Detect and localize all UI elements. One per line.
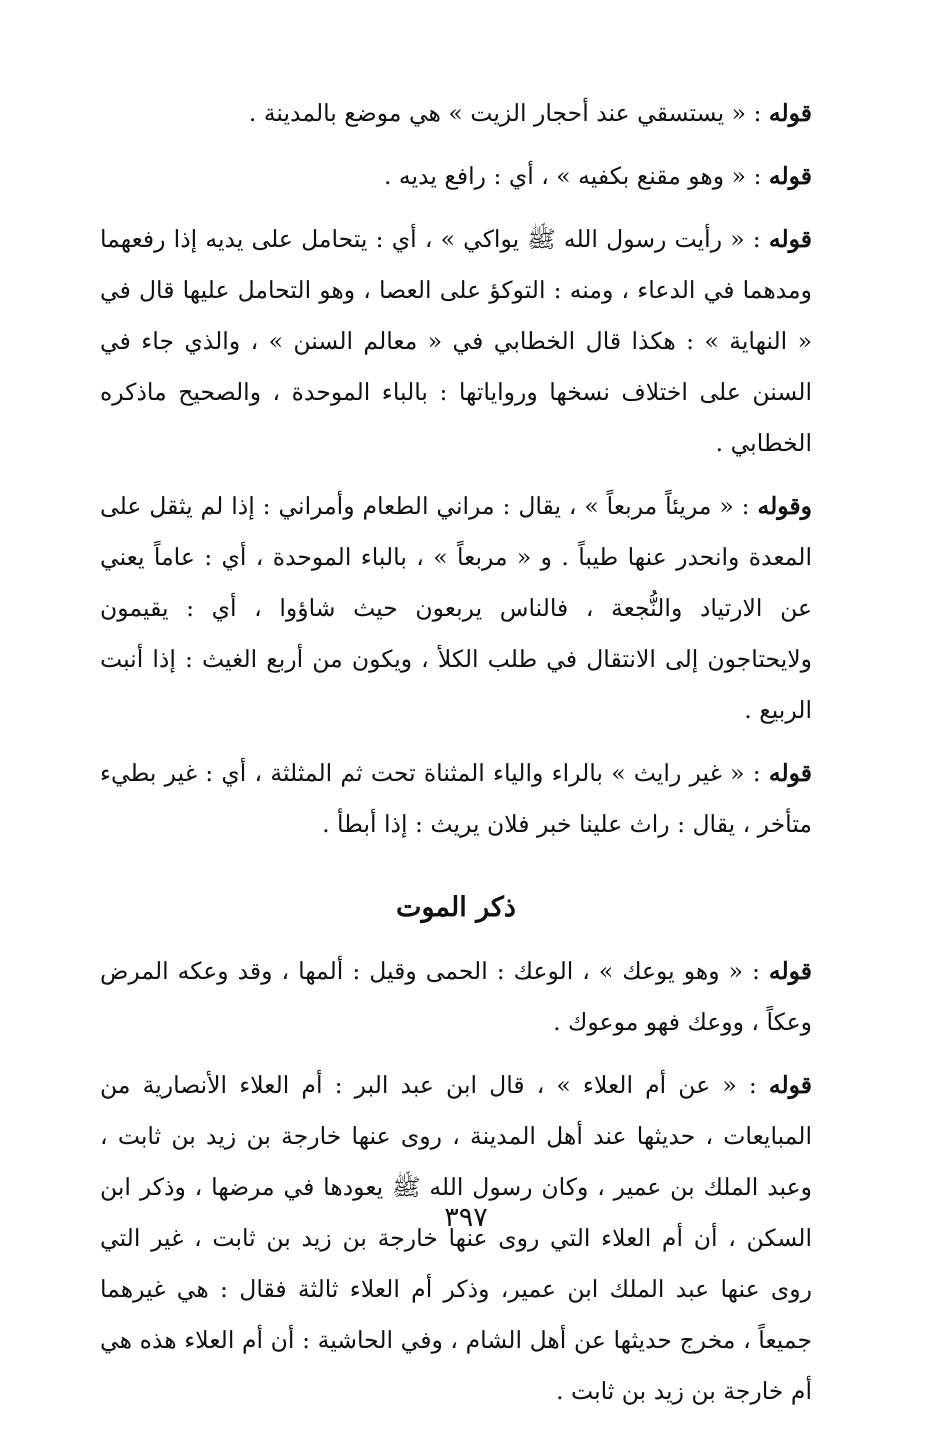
- paragraph-text: : « رأيت رسول الله ﷺ يواكي » ، أي : يتحامل على يديه إذا رفعهما ومدهما في الدعاء ، ومنه : التوكؤ على العصا ، وهو التحامل عليها قال في « النهاية » : هكذا قال الخطابي في « معالم السنن » ، والذي جاء في السنن على اختلاف نسخها ورواياتها : بالباء الموحدة ، والصحيح ماذكره الخطابي .: [100, 225, 812, 457]
- paragraph-umm-al-ala: [100, 1060, 812, 1417]
- paragraph-ahjar-al-zayt: [100, 88, 812, 139]
- paragraph-ghayr-rayith: [100, 748, 812, 850]
- paragraph-keyword: قوله: [768, 759, 812, 787]
- paragraph-muqni-bi-kaffayhi: [100, 151, 812, 202]
- paragraph-text: : « وهو مقنع بكفيه » ، أي : رافع يديه .: [383, 162, 769, 190]
- paragraph-keyword: قوله: [768, 225, 812, 253]
- paragraph-yuwaki: [100, 214, 812, 469]
- paragraph-text: : « غير رايث » بالراء والياء المثناة تحت ثم المثلثة ، أي : غير بطيء متأخر ، يقال : راث علينا خبر فلان يريث : إذا أبطأ .: [100, 759, 812, 838]
- paragraph-text: : « عن أم العلاء » ، قال ابن عبد البر : أم العلاء الأنصارية من المبايعات ، حديثها عند أهل المدينة ، روى عنها خارجة بن زيد بن ثابت ، وعبد الملك بن عمير ، وكان رسول الله ﷺ يعودها في مرضها ، وذكر ابن السكن ، أن أم العلاء التي روى عنها خارجة بن زيد بن ثابت ، غير التي روى عنها عبد الملك ابن عمير، وذكر أم العلاء ثالثة فقال : هي غيرهما جميعاً ، مخرج حديثها عن أهل الشام ، وفي الحاشية : أن أم العلاء هذه هي أم خارجة بن زيد بن ثابت .: [100, 1071, 812, 1405]
- paragraph-keyword: قوله: [768, 99, 812, 127]
- page-number: ٣٩٧: [444, 1202, 488, 1233]
- paragraph-keyword: قوله: [768, 162, 812, 190]
- paragraph-marian-murbian: [100, 481, 812, 736]
- paragraph-yuaku: [100, 946, 812, 1048]
- paragraph-text: : « مريئاً مربعاً » ، يقال : مراني الطعام وأمراني : إذا لم يثقل على المعدة وانحدر عنها طيباً . و « مربعاً » ، بالباء الموحدة ، أي : عاماً يعني عن الارتياد والنُّجعة ، فالناس يربعون حيث شاؤوا ، أي : يقيمون ولايحتاجون إلى الانتقال في طلب الكلأ ، ويكون من أربع الغيث : إذا أنبت الربيع .: [100, 492, 812, 724]
- paragraph-text: : « وهو يوعك » ، الوعك : الحمى وقيل : ألمها ، وقد وعكه المرض وعكاً ، ووعك فهو موعوك .: [100, 957, 812, 1036]
- paragraph-text: : « يستسقي عند أحجار الزيت » هي موضع بالمدينة .: [248, 99, 769, 127]
- paragraph-keyword: قوله: [768, 957, 812, 985]
- paragraph-keyword: وقوله: [757, 492, 812, 520]
- paragraph-keyword: قوله: [768, 1071, 812, 1099]
- section-heading: ذكر الموت: [396, 892, 516, 923]
